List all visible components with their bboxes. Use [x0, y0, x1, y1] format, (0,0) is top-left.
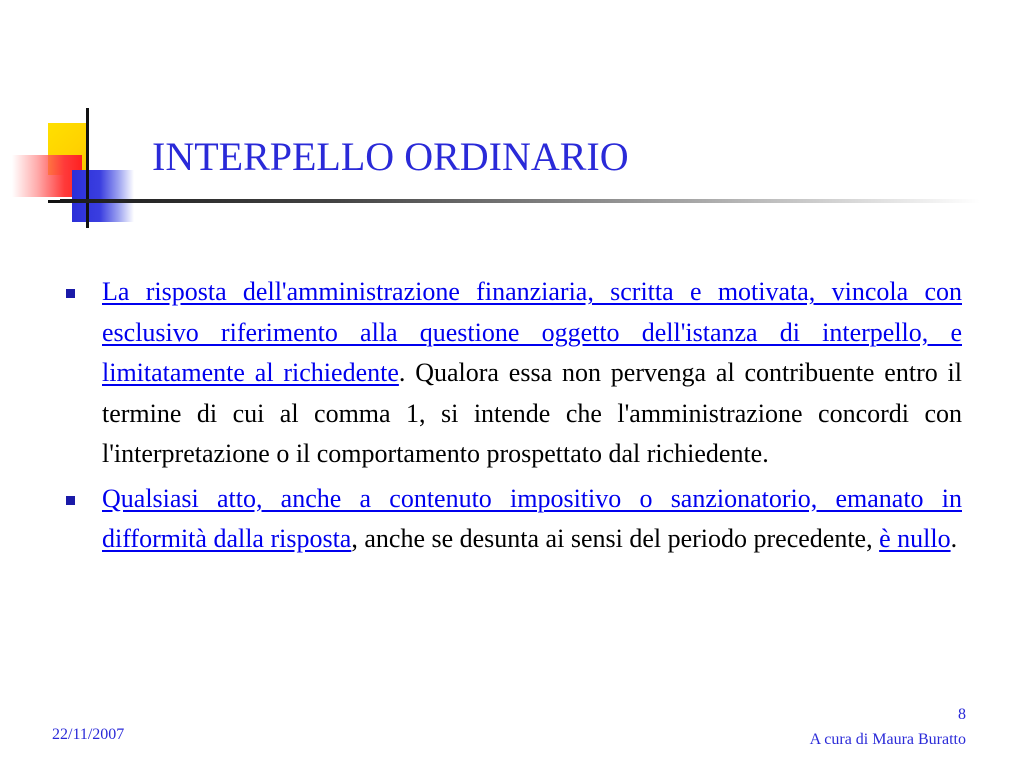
logo-vertical-line — [86, 108, 89, 228]
bullet-2-link-nullo[interactable]: è nullo — [879, 524, 951, 553]
bullet-item-1 — [60, 272, 962, 475]
bullet-square-icon — [66, 496, 75, 505]
bullet-square-icon — [66, 289, 75, 298]
footer-page-number: 8 — [958, 706, 966, 723]
bullet-item-2 — [60, 479, 962, 560]
footer-date: 22/11/2007 — [52, 726, 125, 743]
bullet-1-link[interactable]: La risposta dell'amministrazione finanziaria, scritta e motivata, vincola con esclusivo riferimento alla questione oggetto dell'istanza di interpello, e limitatamente al richiedente — [102, 277, 962, 387]
title-underline-rule — [60, 199, 980, 203]
bullet-2-link[interactable]: Qualsiasi atto, anche a contenuto impositivo o sanzionatorio, emanato in difformità dalla risposta — [102, 483, 962, 553]
footer-author: A cura di Maura Buratto — [809, 731, 966, 748]
bullet-2-text-end: . — [950, 524, 958, 553]
bullet-2-text: , anche se desunta ai sensi del periodo precedente, — [351, 524, 880, 553]
bullet-list — [60, 272, 962, 564]
bullet-1-text: . Qualora essa non pervenga al contribuente entro il termine di cui al comma 1, si intende che l'amministrazione concordi con l'interpretazione o il comportamento prospettato dal richiedente. — [102, 358, 963, 468]
slide-title: INTERPELLO ORDINARIO — [152, 134, 629, 179]
logo-blue-gradient-square — [72, 170, 134, 222]
